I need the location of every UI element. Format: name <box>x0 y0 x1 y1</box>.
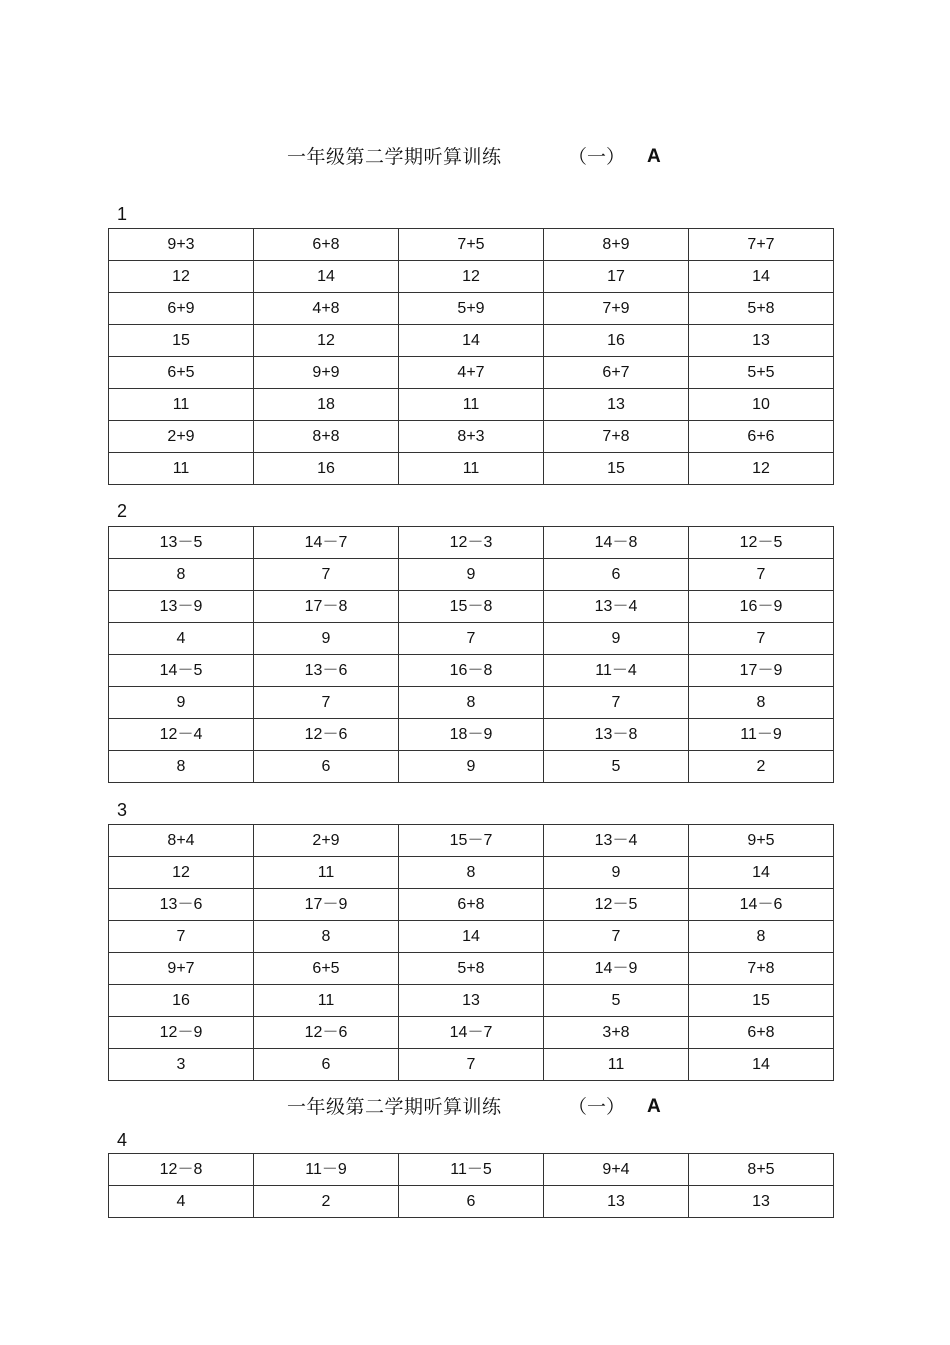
answer-row <box>109 325 834 357</box>
exercise-table <box>108 824 834 1081</box>
problem-cell: 12－6 <box>254 719 399 751</box>
problem-row <box>109 229 834 261</box>
answer-cell: 9 <box>544 857 689 889</box>
answer-cell: 16 <box>109 985 254 1017</box>
answer-cell: 11 <box>254 985 399 1017</box>
problem-cell: 11－5 <box>399 1154 544 1186</box>
problem-cell: 5+8 <box>399 953 544 985</box>
problem-cell: 11－4 <box>544 655 689 687</box>
problem-row <box>109 719 834 751</box>
answer-cell: 6 <box>399 1186 544 1218</box>
problem-cell: 11－9 <box>254 1154 399 1186</box>
problem-cell: 3+8 <box>544 1017 689 1049</box>
answer-cell: 7 <box>254 687 399 719</box>
problem-cell: 5+8 <box>689 293 834 325</box>
answer-row <box>109 389 834 421</box>
answer-cell: 9 <box>254 623 399 655</box>
problem-cell: 14－7 <box>399 1017 544 1049</box>
answer-row <box>109 985 834 1017</box>
problem-row <box>109 953 834 985</box>
answer-row <box>109 261 834 293</box>
answer-cell: 18 <box>254 389 399 421</box>
answer-cell: 14 <box>399 325 544 357</box>
answer-cell: 5 <box>544 751 689 783</box>
problem-row <box>109 1154 834 1186</box>
problem-cell: 12－9 <box>109 1017 254 1049</box>
answer-cell: 11 <box>254 857 399 889</box>
answer-cell: 7 <box>399 1049 544 1081</box>
answer-cell: 7 <box>544 687 689 719</box>
problem-cell: 9+7 <box>109 953 254 985</box>
exercise-table <box>108 526 834 783</box>
answer-cell: 12 <box>689 453 834 485</box>
problem-cell: 7+8 <box>544 421 689 453</box>
problem-cell: 13－9 <box>109 591 254 623</box>
problem-cell: 6+6 <box>689 421 834 453</box>
problem-cell: 11－9 <box>689 719 834 751</box>
answer-cell: 9 <box>109 687 254 719</box>
answer-row <box>109 1186 834 1218</box>
answer-cell: 2 <box>689 751 834 783</box>
problem-cell: 8+9 <box>544 229 689 261</box>
title-text: 一年级第二学期听算训练 <box>287 146 502 168</box>
problem-cell: 13－6 <box>254 655 399 687</box>
title-version: A <box>647 146 661 167</box>
answer-cell: 9 <box>399 559 544 591</box>
page-title-repeat <box>0 1092 950 1122</box>
answer-cell: 3 <box>109 1049 254 1081</box>
problem-cell: 8+5 <box>689 1154 834 1186</box>
problem-cell: 6+5 <box>254 953 399 985</box>
problem-row <box>109 889 834 921</box>
problem-cell: 16－8 <box>399 655 544 687</box>
answer-cell: 6 <box>544 559 689 591</box>
answer-row <box>109 559 834 591</box>
problem-cell: 16－9 <box>689 591 834 623</box>
answer-row <box>109 687 834 719</box>
answer-cell: 13 <box>544 389 689 421</box>
answer-cell: 12 <box>109 857 254 889</box>
answer-cell: 11 <box>399 389 544 421</box>
title-version: A <box>647 1096 661 1117</box>
problem-cell: 14－5 <box>109 655 254 687</box>
answer-cell: 8 <box>109 559 254 591</box>
title-text: 一年级第二学期听算训练 <box>287 1096 502 1118</box>
answer-cell: 13 <box>544 1186 689 1218</box>
problem-cell: 7+7 <box>689 229 834 261</box>
problem-cell: 18－9 <box>399 719 544 751</box>
answer-cell: 8 <box>109 751 254 783</box>
answer-cell: 7 <box>399 623 544 655</box>
answer-cell: 12 <box>254 325 399 357</box>
problem-cell: 6+7 <box>544 357 689 389</box>
answer-cell: 14 <box>399 921 544 953</box>
answer-cell: 9 <box>399 751 544 783</box>
answer-cell: 12 <box>109 261 254 293</box>
problem-cell: 2+9 <box>254 825 399 857</box>
answer-cell: 14 <box>689 857 834 889</box>
title-number: （一） <box>568 1096 626 1118</box>
answer-cell: 10 <box>689 389 834 421</box>
section-label: 2 <box>117 501 128 521</box>
answer-cell: 12 <box>399 261 544 293</box>
problem-cell: 2+9 <box>109 421 254 453</box>
problem-cell: 7+8 <box>689 953 834 985</box>
problem-cell: 15－8 <box>399 591 544 623</box>
problem-cell: 13－6 <box>109 889 254 921</box>
answer-cell: 15 <box>544 453 689 485</box>
answer-cell: 13 <box>689 1186 834 1218</box>
answer-cell: 14 <box>689 261 834 293</box>
answer-cell: 8 <box>689 687 834 719</box>
problem-row <box>109 1017 834 1049</box>
problem-cell: 13－4 <box>544 591 689 623</box>
answer-cell: 7 <box>109 921 254 953</box>
problem-cell: 9+5 <box>689 825 834 857</box>
problem-cell: 13－5 <box>109 527 254 559</box>
problem-cell: 14－7 <box>254 527 399 559</box>
answer-cell: 4 <box>109 1186 254 1218</box>
problem-cell: 6+5 <box>109 357 254 389</box>
problem-cell: 17－9 <box>254 889 399 921</box>
answer-cell: 15 <box>689 985 834 1017</box>
problem-cell: 8+3 <box>399 421 544 453</box>
problem-cell: 12－5 <box>689 527 834 559</box>
problem-cell: 6+8 <box>689 1017 834 1049</box>
exercise-table <box>108 228 834 485</box>
problem-cell: 14－6 <box>689 889 834 921</box>
title-number: （一） <box>568 146 626 168</box>
problem-row <box>109 293 834 325</box>
section-label: 3 <box>117 800 128 820</box>
answer-row <box>109 857 834 889</box>
problem-cell: 12－3 <box>399 527 544 559</box>
answer-cell: 13 <box>399 985 544 1017</box>
answer-cell: 7 <box>544 921 689 953</box>
problem-cell: 9+9 <box>254 357 399 389</box>
problem-cell: 4+7 <box>399 357 544 389</box>
answer-row <box>109 453 834 485</box>
problem-row <box>109 825 834 857</box>
problem-cell: 7+5 <box>399 229 544 261</box>
problem-cell: 8+4 <box>109 825 254 857</box>
problem-cell: 9+3 <box>109 229 254 261</box>
answer-cell: 5 <box>544 985 689 1017</box>
problem-cell: 14－8 <box>544 527 689 559</box>
exercise-table <box>108 1153 834 1218</box>
answer-cell: 16 <box>254 453 399 485</box>
answer-cell: 11 <box>399 453 544 485</box>
answer-cell: 8 <box>399 857 544 889</box>
page-title <box>0 142 950 172</box>
problem-cell: 6+8 <box>399 889 544 921</box>
problem-cell: 8+8 <box>254 421 399 453</box>
problem-cell: 12－6 <box>254 1017 399 1049</box>
answer-cell: 13 <box>689 325 834 357</box>
answer-cell: 16 <box>544 325 689 357</box>
problem-row <box>109 655 834 687</box>
problem-cell: 12－4 <box>109 719 254 751</box>
answer-cell: 11 <box>544 1049 689 1081</box>
section-label: 4 <box>117 1130 128 1150</box>
answer-cell: 8 <box>399 687 544 719</box>
answer-cell: 11 <box>109 453 254 485</box>
answer-cell: 2 <box>254 1186 399 1218</box>
problem-cell: 12－8 <box>109 1154 254 1186</box>
answer-row <box>109 751 834 783</box>
problem-row <box>109 421 834 453</box>
answer-row <box>109 1049 834 1081</box>
problem-row <box>109 527 834 559</box>
answer-cell: 8 <box>254 921 399 953</box>
answer-cell: 15 <box>109 325 254 357</box>
problem-cell: 12－5 <box>544 889 689 921</box>
problem-row <box>109 591 834 623</box>
answer-cell: 6 <box>254 751 399 783</box>
answer-cell: 4 <box>109 623 254 655</box>
answer-cell: 17 <box>544 261 689 293</box>
answer-cell: 8 <box>689 921 834 953</box>
answer-row <box>109 921 834 953</box>
problem-cell: 13－4 <box>544 825 689 857</box>
problem-cell: 5+5 <box>689 357 834 389</box>
problem-row <box>109 357 834 389</box>
answer-row <box>109 623 834 655</box>
problem-cell: 6+9 <box>109 293 254 325</box>
section-label: 1 <box>117 204 128 224</box>
answer-cell: 14 <box>254 261 399 293</box>
answer-cell: 11 <box>109 389 254 421</box>
answer-cell: 7 <box>689 559 834 591</box>
problem-cell: 7+9 <box>544 293 689 325</box>
problem-cell: 13－8 <box>544 719 689 751</box>
problem-cell: 9+4 <box>544 1154 689 1186</box>
answer-cell: 9 <box>544 623 689 655</box>
problem-cell: 5+9 <box>399 293 544 325</box>
answer-cell: 7 <box>254 559 399 591</box>
answer-cell: 7 <box>689 623 834 655</box>
answer-cell: 6 <box>254 1049 399 1081</box>
problem-cell: 6+8 <box>254 229 399 261</box>
problem-cell: 17－8 <box>254 591 399 623</box>
problem-cell: 15－7 <box>399 825 544 857</box>
answer-cell: 14 <box>689 1049 834 1081</box>
problem-cell: 14－9 <box>544 953 689 985</box>
problem-cell: 4+8 <box>254 293 399 325</box>
problem-cell: 17－9 <box>689 655 834 687</box>
